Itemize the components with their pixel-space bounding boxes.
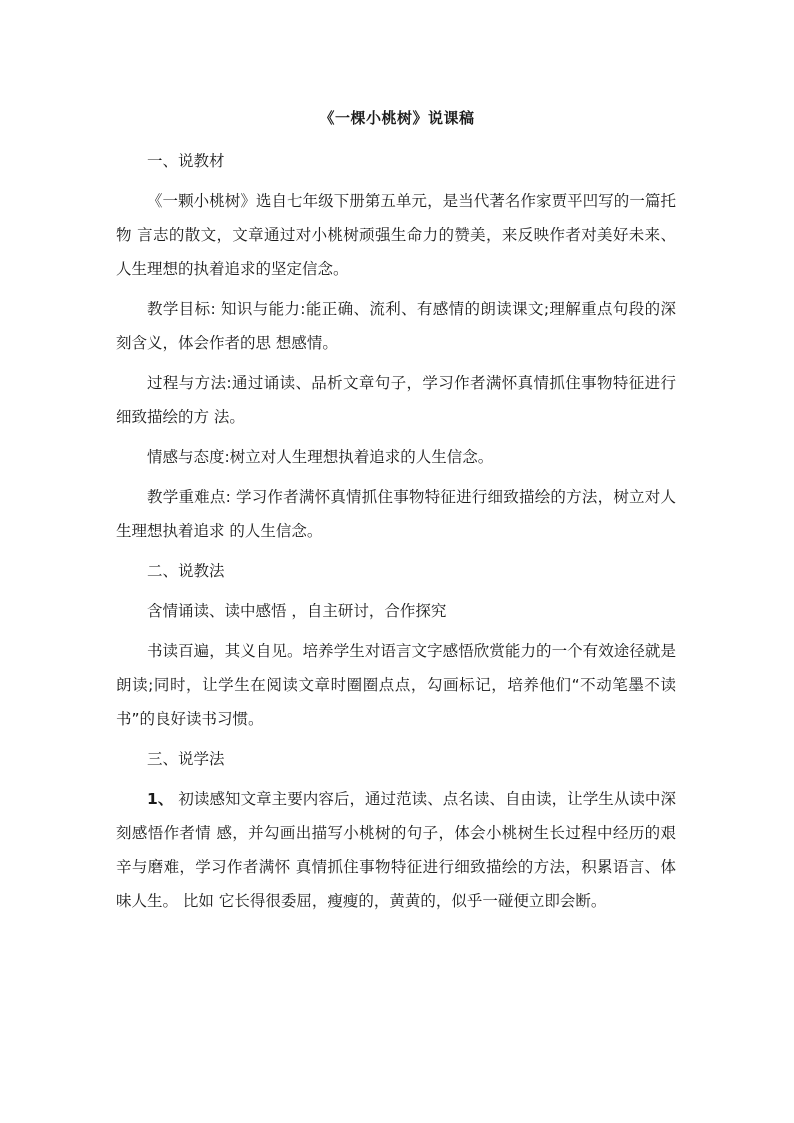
paragraph-text-source: 《一颗小桃树》选自七年级下册第五单元，是当代著名作家贾平凹写的一篇托物 言志的散文，文章通过对小桃树顽强生命力的赞美，来反映作者对美好未来、人生理想的执着追求的坚定信念。 (116, 192, 676, 278)
document-title: 《一棵小桃树》说课稿 (319, 109, 475, 127)
section-heading-learning-method: 三、说学法 (147, 750, 225, 768)
paragraph-process-method: 过程与方法:通过诵读、品析文章句子，学习作者满怀真情抓住事物特征进行细致描绘的方 法。 (116, 374, 676, 426)
section-heading-teaching-method: 二、说教法 (147, 562, 225, 580)
paragraph-emotion-attitude: 情感与态度:树立对人生理想执着追求的人生信念。 (147, 448, 494, 466)
paragraph-reading-practice: 书读百遍，其义自见。培养学生对语言文字感悟欣赏能力的一个有效途径就是朗读;同时，让学生在阅读文章时圈圈点点，勾画标记，培养他们“不动笔墨不读书”的良好读书习惯。 (116, 642, 676, 728)
paragraph-method-summary: 含情诵读、读中感悟 ，自主研讨，合作探究 (147, 602, 447, 620)
section-heading-teaching-material: 一、说教材 (147, 152, 225, 170)
learning-step-1-text: 初读感知文章主要内容后，通过范读、点名读、自由读，让学生从读中深刻感悟作者情 感，并勾画出描写小桃树的句子，体会小桃树生长过程中经历的艰辛与磨难，学习作者满怀 真情抓住事物特征进行细致描绘的方法，积累语言、体味人生。 比如 它长得很委屈，瘦瘦的，黄黄的，似乎一碰便立即会断。 (116, 790, 676, 910)
list-number: 1、 (147, 790, 174, 808)
paragraph-teaching-goals: 教学目标: 知识与能力:能正确、流利、有感情的朗读课文;理解重点句段的深刻含义，体会作者的思 想感情。 (116, 300, 676, 352)
paragraph-learning-step-1 (116, 782, 676, 918)
paragraph-key-difficulties: 教学重难点: 学习作者满怀真情抓住事物特征进行细致描绘的方法，树立对人生理想执着追求 的人生信念。 (116, 488, 676, 540)
document-body (116, 144, 676, 924)
